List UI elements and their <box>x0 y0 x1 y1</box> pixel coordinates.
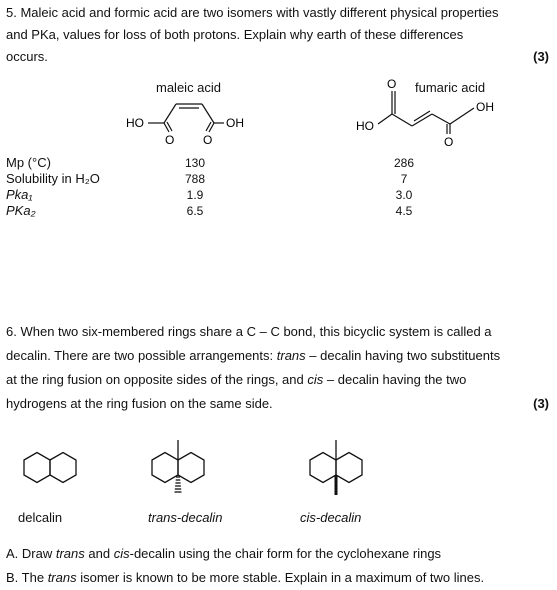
decalin-structures <box>0 435 557 515</box>
maleic-mp: 130 <box>184 156 206 170</box>
q6-line-2 <box>6 344 551 368</box>
q6-line-2-trans: trans <box>276 348 306 363</box>
q6-line-4: hydrogens at the ring fusion on the same side. <box>6 396 273 411</box>
part-a-cis: cis <box>113 546 130 561</box>
q5-line-3: occurs. <box>6 49 48 64</box>
q5-line-1-text: Maleic acid and formic acid are two isomers with vastly different physical properties <box>20 5 499 20</box>
decalin-label: delcalin <box>18 510 63 525</box>
maleic-o2: O <box>203 133 213 147</box>
q6-line-3 <box>6 368 551 392</box>
part-b-rest: isomer is known to be more stable. Explain in a maximum of two lines. <box>80 570 485 585</box>
trans-decalin-label: trans-decalin <box>148 510 223 525</box>
maleic-o1: O <box>165 133 175 147</box>
q6-parts <box>6 542 551 590</box>
part-b-trans: trans <box>47 570 77 585</box>
q6-text <box>6 320 551 416</box>
fumaric-oh: OH <box>476 100 494 114</box>
q5-text <box>6 2 551 68</box>
maleic-pka2: 6.5 <box>186 204 204 218</box>
row-label-mp: Mp (°C) <box>6 155 51 170</box>
q6-line-1-text: When two six-membered rings share a C – C bond, this bicyclic system is called a <box>20 324 492 339</box>
q5-line-2: and PKa, values for loss of both protons. Explain why earth of these differences <box>6 27 464 42</box>
fumaric-o-bottom: O <box>444 135 454 149</box>
row-label-pka1: Pka₁ <box>6 187 33 202</box>
maleic-acid-label: maleic acid <box>156 80 222 95</box>
q5-marks: (3) <box>533 49 549 64</box>
fumaric-pka2: 4.5 <box>395 204 413 218</box>
row-label-pka2: PKa₂ <box>6 203 36 218</box>
maleic-acid-structure <box>120 100 260 150</box>
fumaric-ho: HO <box>356 119 374 133</box>
q5-number: 5. <box>6 5 17 20</box>
q6-line-1 <box>6 320 551 344</box>
row-label-solubility: Solubility in H₂O <box>6 171 100 186</box>
fumaric-acid-structure <box>350 74 510 154</box>
cis-decalin-label: cis-decalin <box>300 510 362 525</box>
maleic-ho: HO <box>126 116 144 130</box>
q6-line-3-text: at the ring fusion on opposite sides of the rings, and <box>6 372 304 387</box>
trans-decalin-drawing <box>152 440 204 492</box>
maleic-pka1: 1.9 <box>186 188 204 202</box>
q6-line-2-rest: – decalin having two substituents <box>309 348 501 363</box>
decalin-drawing <box>24 453 76 483</box>
part-a <box>6 542 551 566</box>
fumaric-solubility: 7 <box>400 172 408 186</box>
maleic-oh: OH <box>226 116 244 130</box>
part-a-prefix: A. Draw <box>6 546 53 561</box>
q6-number: 6. <box>6 324 17 339</box>
q6-marks: (3) <box>533 396 549 411</box>
part-b <box>6 566 551 590</box>
part-a-rest: -decalin using the chair form for the cyclohexane rings <box>129 546 442 561</box>
fumaric-pka1: 3.0 <box>395 188 413 202</box>
fumaric-o-top: O <box>387 77 397 91</box>
q6-line-3-rest: – decalin having the two <box>326 372 467 387</box>
q6-line-2-text: decalin. There are two possible arrangements: <box>6 348 274 363</box>
maleic-solubility: 788 <box>184 172 206 186</box>
q5-line-1 <box>6 2 551 24</box>
maleic-bonds <box>148 104 224 132</box>
cis-decalin-drawing <box>310 440 362 495</box>
part-a-and: and <box>88 546 111 561</box>
part-a-trans: trans <box>55 546 85 561</box>
part-b-prefix: B. The <box>6 570 45 585</box>
fumaric-bonds <box>378 91 474 134</box>
fumaric-mp: 286 <box>393 156 415 170</box>
q6-line-3-cis: cis <box>307 372 324 387</box>
fumaric-acid-label: fumaric acid <box>415 80 486 95</box>
